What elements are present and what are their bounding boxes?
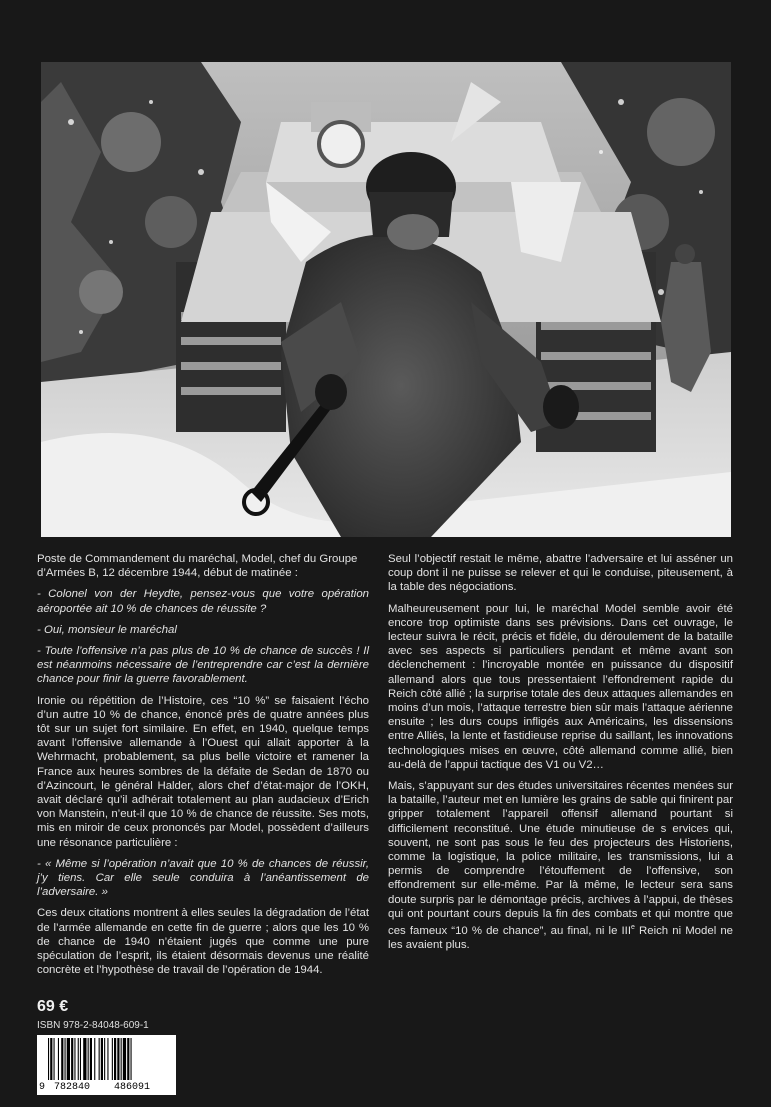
- right-text-column: [388, 552, 733, 959]
- cover-photo: [41, 62, 731, 537]
- objective-paragraph: Seul l’objectif restait le même, abattre l’adversaire et lui asséner un coup dont il ne puisse se relever et qui le conduise, piteusement, à la table des négociations.: [388, 553, 733, 594]
- conclusion-paragraph: Ces deux citations montrent à elles seules la dégradation de l’état de l’armée allemande en cette fin de guerre ; alors que les 10 % de chance de 1940 n’étaient jugés que comme une pure spéculation de l’esprit, ils étaient désormais devenus une réalité concrète et l’hypothèse de travail de l’opération de 1944.: [37, 907, 369, 977]
- history-paragraph: Ironie ou répétition de l’Histoire, ces “10 %” se faisaient l’écho d’un autre 10 % de chance, énoncé près de quatre années plus tôt sur un sujet fort similaire. En effet, en 1940, quelque temps avant l’offensive allemande à l’Ouest qui allait apporter à la Wehrmacht, probablement, sa plus belle victoire et ramener la France aux heures sombres de la défaite de Sedan de 1870 ou d’Azincourt, le général Halder, alors chef d’état-major de l’OKH, avait déclaré qu’il adhérait totalement au plan audacieux d’Erich von Manstein, n’eut-il que 10 % de chance de réussite. Ses mots, mis en miroir de ceux prononcés par Model, possèdent d’ailleurs une résonance particulière :: [37, 694, 369, 849]
- isbn-label: ISBN 978-2-84048-609-1: [37, 1020, 149, 1031]
- quote-model-offensive: - Toute l’offensive n’a pas plus de 10 % de chance de succès ! Il est néanmoins nécessaire de l’entreprendre car c’est la dernière chance pour finir la guerre favorablement.: [37, 645, 369, 686]
- price-label: 69 €: [37, 998, 69, 1015]
- study-paragraph: Mais, s’appuyant sur des études universitaires récentes menées sur la bataille, l’auteur met en lumière les grains de sable qui finirent par gripper totalement l’appareil offensif allemand pourtant si difficilement reconstitué. Une étude minutieuse de s ervices qui, souvent, ne sont pas sous le feu des projecteurs des Historiens, comme la logistique, la police militaire, les transmissions, lui a permis de comprendre l’étouffement de l’offensive, son effondrement sur elle-même. Par là même, le lecteur sera sans doute surpris par le démontage précis, archives à l’appui, de thèses qui ont pourtant cours depuis la fin des combats et qui montre que ces fameux “10 % de chance”, au final, ni le IIIe Reich ni Model ne les avaient plus.: [388, 780, 733, 952]
- winter-tank-soldier-photo-icon: [41, 62, 731, 537]
- left-text-column: [37, 552, 369, 984]
- barcode-digits: [38, 1082, 175, 1093]
- barcode-group-2: 486091: [114, 1082, 151, 1093]
- optimism-paragraph: Malheureusement pour lui, le maréchal Model semble avoir été encore trop optimiste dans ses prévisions. Dans cet ouvrage, le lecteur suivra le récit, précis et fidèle, du déroulement de la bataille avec ses aspects si particuliers pendant et même avant son déclenchement : l’incroyable montée en puissance du dispositif allemand alors que tous pressentaient l’effondrement rapide du Reich côté allié ; la surprise totale des deux attaques allemandes en moins d’un mois, l’attaque terrestre bien sûr mais l’attaque aérienne ensuite ; les durs coups infligés aux Américains, les dissensions entre Alliés, la lente et fastidieuse reprise du saillant, les innovations technologiques mises en œuvre, côté allemand comme allié, bien au-delà de l’appui tactique des V1 ou V2…: [388, 602, 733, 771]
- quote-heydte-answer: - Oui, monsieur le maréchal: [37, 623, 177, 636]
- quote-heydte-question: - Colonel von der Heydte, pensez-vous que votre opération aéroportée ait 10 % de chances de réussite ?: [37, 588, 369, 615]
- quote-halder: - « Même si l’opération n’avait que 10 % de chances de réussir, j’y tiens. Car elle seule conduira à l’anéantissement de l’adversaire. »: [37, 857, 369, 899]
- intro-paragraph: Poste de Commandement du maréchal, Model, chef du Groupe d’Armées B, 12 décembre 1944, début de matinée :: [37, 553, 358, 580]
- barcode-digit-first: 9: [39, 1082, 46, 1093]
- barcode: [37, 1035, 176, 1095]
- barcode-group-1: 782840: [54, 1082, 91, 1093]
- barcode-bars-icon: [38, 1036, 175, 1082]
